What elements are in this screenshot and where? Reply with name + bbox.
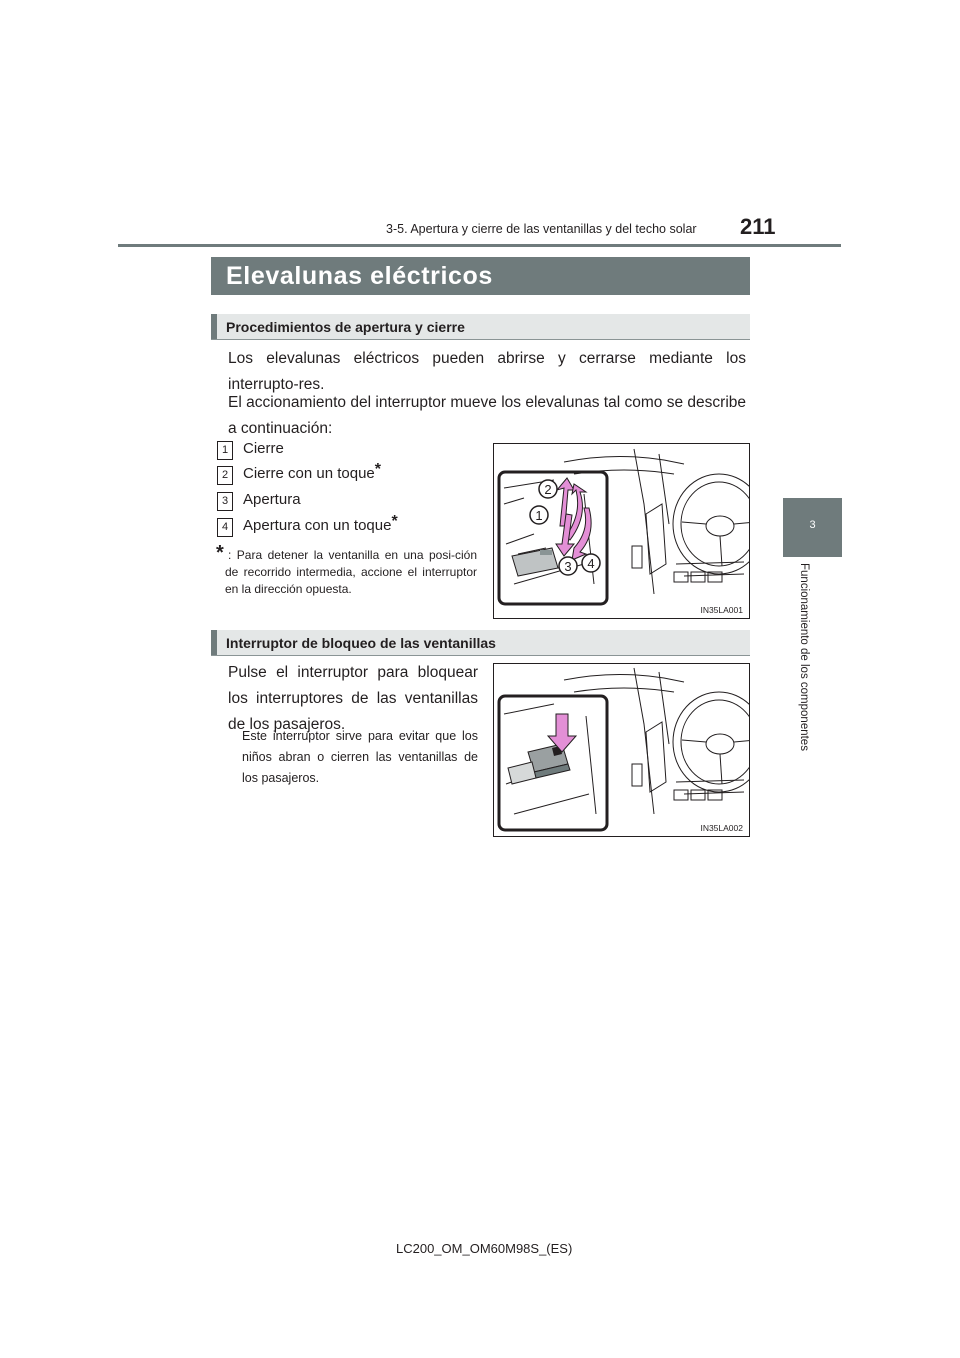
page-number: 211 [740,214,776,239]
callout-4: 4 [587,556,595,571]
window-lock-switch-drawing [494,664,750,837]
callout-2: 2 [544,482,552,497]
figure-code: IN35LA001 [700,605,743,615]
callout-1: 1 [535,508,543,523]
intro-paragraph: Los elevalunas eléctricos pueden abrirse y cerrarse mediante los interrupto-res. [228,350,746,393]
item-number: 4 [217,518,233,537]
footnote: : Para detener la ventanilla en una posi-ción de recorrido intermedia, accione el interruptor en la dirección opuesta. [225,548,477,596]
chapter-title: Funcionamiento de los componentes [798,563,810,751]
asterisk-mark: * [391,513,398,530]
operation-paragraph: El accionamiento del interruptor mueve los elevalunas tal como se describe a continuación: [228,394,746,437]
section-heading-label: Interruptor de bloqueo de las ventanillas [226,635,496,651]
item-label: Cierre con un toque [243,465,375,482]
figure-code: IN35LA002 [700,823,743,833]
section-accent [211,314,217,339]
window-lock-switch-illustration [493,663,750,837]
callout-3: 3 [564,559,572,574]
section-accent [211,630,217,655]
footnote-mark: * [216,542,224,564]
chapter-number: 3 [809,519,816,531]
lock-paragraph: Pulse el interruptor para bloquear los interruptores de las ventanillas de los pasajeros. [228,664,478,733]
footer-model-code: LC200_OM_OM60M98S_(ES) [396,1241,573,1256]
item-number: 1 [217,441,233,460]
section-heading-label: Procedimientos de apertura y cierre [226,319,465,335]
lock-note: Este interruptor sirve para evitar que los niños abran o cierren las ventanillas de los pasajeros. [242,729,478,785]
power-window-switch-illustration [493,443,750,619]
page-title: Elevalunas eléctricos [226,262,493,290]
item-number: 2 [217,466,233,485]
section-heading-lock [211,630,750,656]
section-heading-open-close [211,314,750,340]
item-number: 3 [217,492,233,511]
running-header: 3-5. Apertura y cierre de las ventanillas y del techo solar [386,222,697,236]
header-rule [118,244,841,247]
item-label: Apertura con un toque [243,517,392,534]
item-label: Cierre [243,440,284,457]
item-label: Apertura [243,491,301,508]
power-window-switch-drawing [494,444,750,619]
asterisk-mark: * [374,461,381,478]
